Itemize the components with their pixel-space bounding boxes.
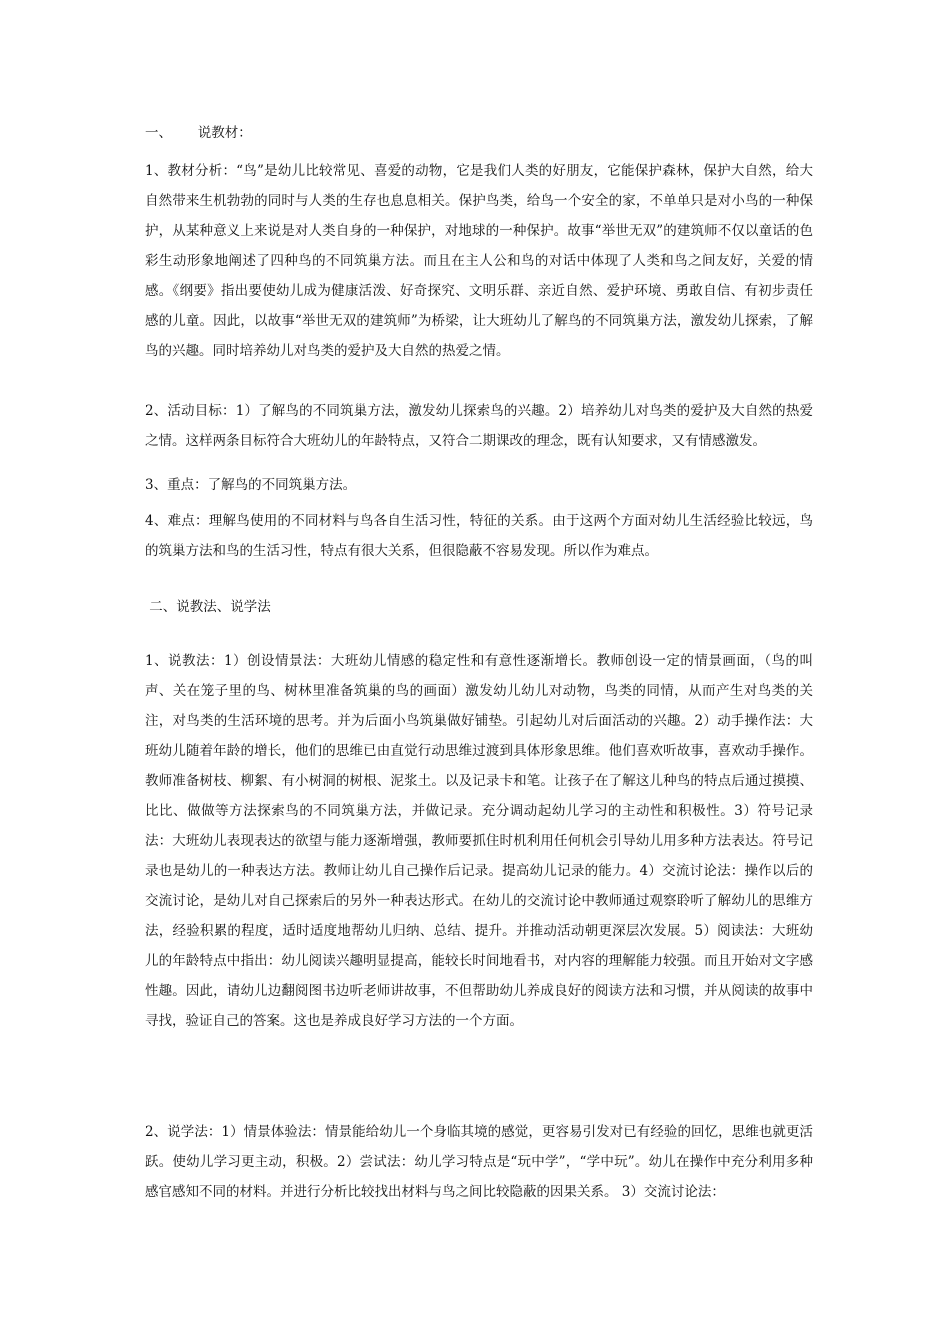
section1-paragraph-difficulty: 4、难点：理解鸟使用的不同材料与鸟各自生活习性，特征的关系。由于这两个方面对幼儿生活经验比较远，鸟的筑巢方法和鸟的生活习性，特点有很大关系，但很隐蔽不容易发现。所以作为难点。 [145,513,813,559]
section1-title: 一、 说教材： [145,125,252,141]
section1-paragraph-goals: 2、活动目标：1）了解鸟的不同筑巢方法，激发幼儿探索鸟的兴趣。2）培养幼儿对鸟类的爱护及大自然的热爱之情。这样两条目标符合大班幼儿的年龄特点，又符合二期课改的理念，既有认知要求，又有情感激发。 [145,403,813,449]
section2-paragraph-learning-methods: 2、说学法：1）情景体验法：情景能给幼儿一个身临其境的感觉，更容易引发对已有经验的回忆，思维也就更活跃。使幼儿学习更主动，积极。2）尝试法：幼儿学习特点是“玩中学”，“学中玩”。幼儿在操作中充分利用多种感官感知不同的材料。并进行分析比较找出材料与鸟之间比较隐蔽的因果关系。 3）交流讨论法： [145,1124,813,1200]
section2-title: 二、说教法、说学法 [145,599,271,615]
section2-paragraph-teaching-methods: 1、说教法：1）创设情景法：大班幼儿情感的稳定性和有意性逐渐增长。教师创设一定的情景画面，（鸟的叫声、关在笼子里的鸟、树林里准备筑巢的鸟的画面）激发幼儿幼儿对动物，鸟类的同情，从而产生对鸟类的关注，对鸟类的生活环境的思考。并为后面小鸟筑巢做好铺垫。引起幼儿对后面活动的兴趣。2）动手操作法：大班幼儿随着年龄的增长，他们的思维已由直觉行动思维过渡到具体形象思维。他们喜欢听故事，喜欢动手操作。教师准备树枝、柳絮、有小树洞的树根、泥浆土。以及记录卡和笔。让孩子在了解这儿种鸟的特点后通过摸摸、比比、做做等方法探索鸟的不同筑巢方法，并做记录。充分调动起幼儿学习的主动性和积极性。3）符号记录法：大班幼儿表现表达的欲望与能力逐渐增强，教师要抓住时机利用任何机会引导幼儿用多种方法表达。符号记录也是幼儿的一种表达方法。教师让幼儿自己操作后记录。提高幼儿记录的能力。4）交流讨论法：操作以后的交流讨论，是幼儿对自己探索后的另外一种表达形式。在幼儿的交流讨论中教师通过观察聆听了解幼儿的思维方法，经验积累的程度，适时适度地帮幼儿归纳、总结、提升。并推动活动朝更深层次发展。5）阅读法：大班幼儿的年龄特点中指出：幼儿阅读兴趣明显提高，能较长时间地看书，对内容的理解能力较强。而且开始对文字感性趣。因此，请幼儿边翻阅图书边听老师讲故事，不但帮助幼儿养成良好的阅读方法和习惯，并从阅读的故事中寻找，验证自己的答案。这也是养成良好学习方法的一个方面。 [145,653,813,1029]
section1-paragraph-key-point: 3、重点：了解鸟的不同筑巢方法。 [145,477,357,493]
section1-paragraph-analysis: 1、教材分析：“鸟”是幼儿比较常见、喜爱的动物，它是我们人类的好朋友，它能保护森林，保护大自然，给大自然带来生机勃勃的同时与人类的生存也息息相关。保护鸟类，给鸟一个安全的家，不单单只是对小鸟的一种保护，从某种意义上来说是对人类自身的一种保护，对地球的一种保护。故事“举世无双”的建筑师不仅以童话的色彩生动形象地阐述了四种鸟的不同筑巢方法。而且在主人公和鸟的对话中体现了人类和鸟之间友好，关爱的情感。《纲要》指出要使幼儿成为健康活泼、好奇探究、文明乐群、亲近自然、爱护环境、勇敢自信、有初步责任感的儿童。因此，以故事“举世无双的建筑师”为桥梁，让大班幼儿了解鸟的不同筑巢方法，激发幼儿探索，了解鸟的兴趣。同时培养幼儿对鸟类的爱护及大自然的热爱之情。 [145,163,813,359]
